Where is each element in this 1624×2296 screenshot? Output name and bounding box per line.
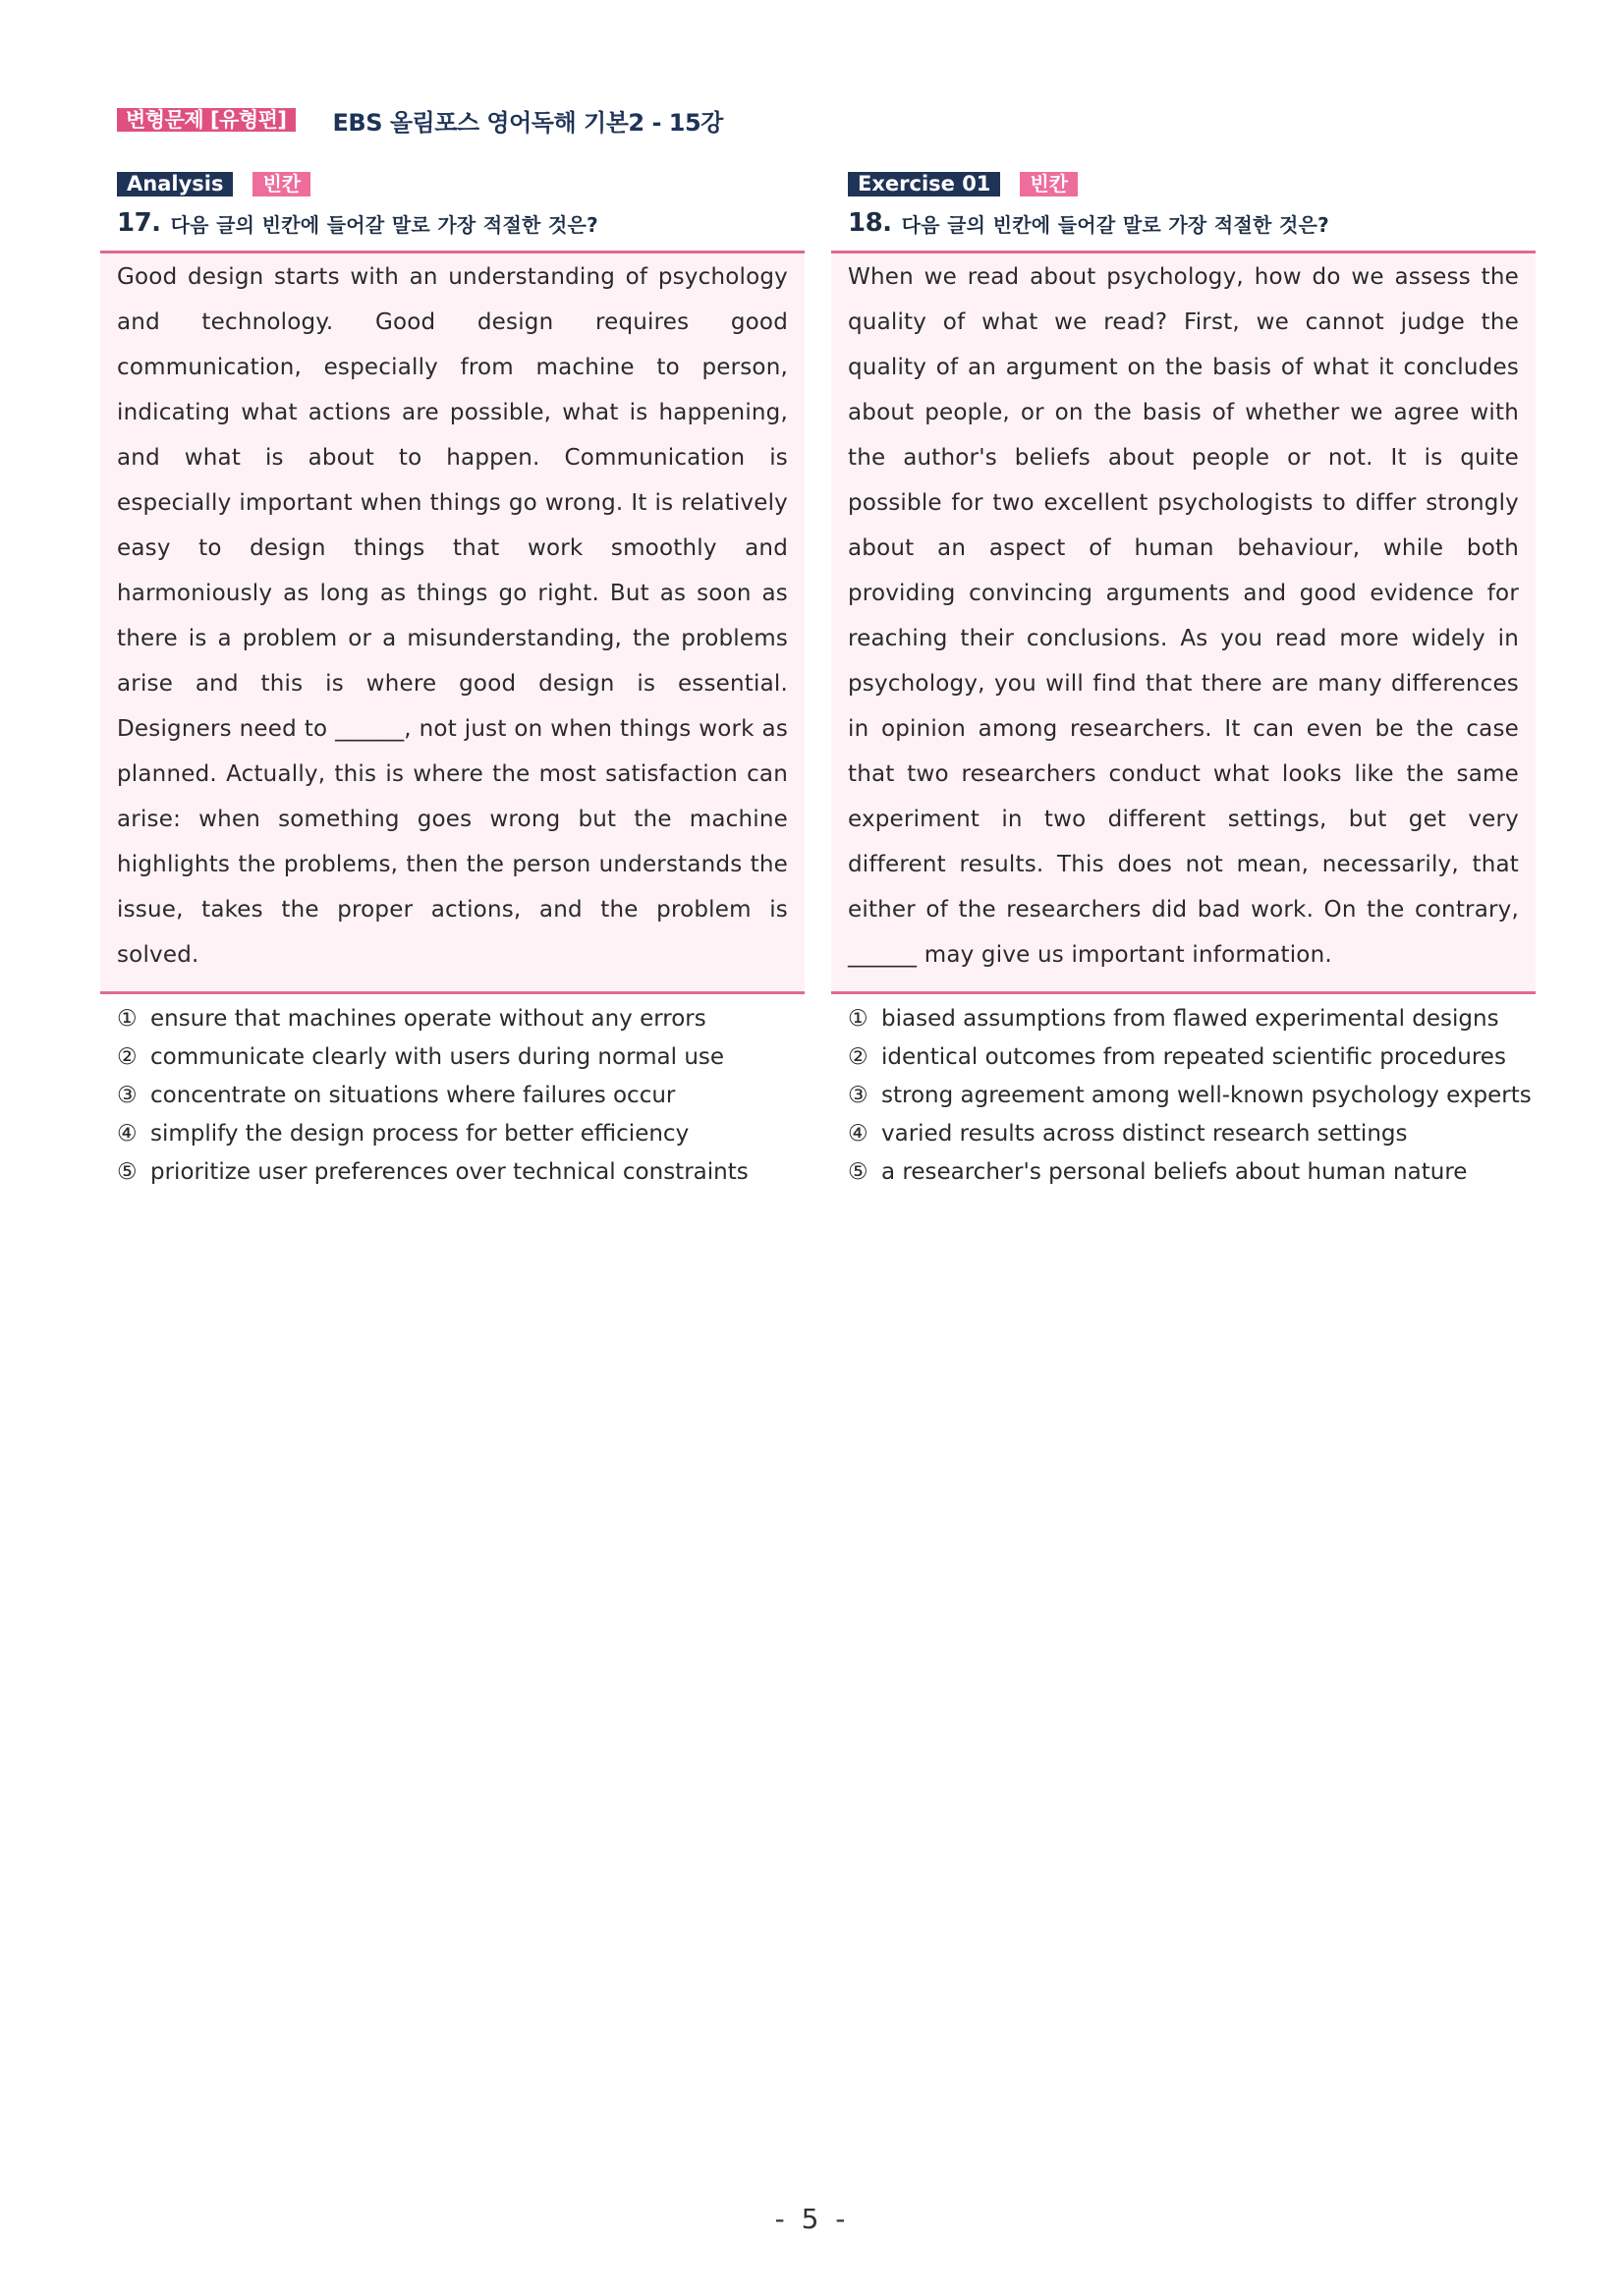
question-type-tag: 빈칸 xyxy=(1020,172,1078,196)
page-title: EBS 올림포스 영어독해 기본2 - 15강 xyxy=(332,108,723,137)
option-number: ① xyxy=(848,1006,868,1032)
question-number: 17. xyxy=(117,208,161,238)
analysis-tag: Analysis xyxy=(117,172,233,196)
question-number: 18. xyxy=(848,208,892,238)
option-number: ⑤ xyxy=(117,1159,138,1185)
question-text: 다음 글의 빈칸에 들어갈 말로 가장 적절한 것은? xyxy=(901,212,1330,237)
question-prompt xyxy=(831,206,1536,240)
option-text: strong agreement among well-known psychology experts xyxy=(881,1083,1532,1108)
option-text: a researcher's personal beliefs about human nature xyxy=(881,1159,1468,1185)
option-text: varied results across distinct research settings xyxy=(881,1121,1408,1147)
option-number: ④ xyxy=(848,1121,868,1147)
option-number: ① xyxy=(117,1006,138,1032)
answer-option[interactable] xyxy=(117,1115,805,1153)
option-number: ② xyxy=(848,1044,868,1070)
tag-row xyxy=(831,171,1536,196)
answer-option[interactable] xyxy=(117,1000,805,1038)
answer-option[interactable] xyxy=(848,1077,1536,1115)
section-badge: 변형문제 [유형편] xyxy=(117,108,296,132)
answer-option[interactable] xyxy=(848,1000,1536,1038)
page-header xyxy=(117,105,723,135)
question-type-tag: 빈칸 xyxy=(252,172,310,196)
option-number: ⑤ xyxy=(848,1159,868,1185)
passage-text: Good design starts with an understanding of psychology and technology. Good design requires good communication, especially from machine to person, indicating what actions are possible, what is happening, and what is about to happen. Communication is especially important when things go wrong. It is relatively easy to design things that work smoothly and harmoniously as long as things go right. But as soon as there is a problem or a misunderstanding, the problems arise and this is where good design is essential. Designers need to ______, not just on when things work as planned. Actually, this is where the most satisfaction can arise: when something goes wrong but the machine highlights the problems, then the person understands the issue, takes the proper actions, and the problem is solved. xyxy=(117,264,788,968)
answer-option[interactable] xyxy=(117,1153,805,1192)
answer-option[interactable] xyxy=(848,1115,1536,1153)
question-17-column xyxy=(100,171,805,1192)
answer-option[interactable] xyxy=(117,1038,805,1077)
passage-text: When we read about psychology, how do we assess the quality of what we read? First, we cannot judge the quality of an argument on the basis of what it concludes about people, or on the basis of whether we agree with the author's beliefs about people or not. It is quite possible for two excellent psychologists to differ strongly about an aspect of human behaviour, while both providing convincing arguments and good evidence for reaching their conclusions. As you read more widely in psychology, you will find that there are many differences in opinion among researchers. It can even be the case that two researchers conduct what looks like the same experiment in two different settings, but get very different results. This does not mean, necessarily, that either of the researchers did bad work. On the contrary, ______ may give us important information. xyxy=(848,264,1519,968)
option-number: ③ xyxy=(117,1083,138,1108)
option-text: simplify the design process for better efficiency xyxy=(150,1121,690,1147)
answer-options xyxy=(831,1000,1536,1192)
option-text: identical outcomes from repeated scientific procedures xyxy=(881,1044,1506,1070)
option-number: ② xyxy=(117,1044,138,1070)
page-number: - 5 - xyxy=(774,2203,850,2235)
passage-box xyxy=(831,251,1536,994)
option-text: biased assumptions from flawed experimental designs xyxy=(881,1006,1499,1032)
exercise-tag: Exercise 01 xyxy=(848,172,1000,196)
question-text: 다음 글의 빈칸에 들어갈 말로 가장 적절한 것은? xyxy=(170,212,599,237)
answer-option[interactable] xyxy=(848,1153,1536,1192)
option-number: ③ xyxy=(848,1083,868,1108)
passage-box xyxy=(100,251,805,994)
answer-options xyxy=(100,1000,805,1192)
option-text: communicate clearly with users during normal use xyxy=(150,1044,725,1070)
option-number: ④ xyxy=(117,1121,138,1147)
answer-option[interactable] xyxy=(848,1038,1536,1077)
option-text: ensure that machines operate without any errors xyxy=(150,1006,706,1032)
question-prompt xyxy=(100,206,805,240)
answer-option[interactable] xyxy=(117,1077,805,1115)
option-text: prioritize user preferences over technical constraints xyxy=(150,1159,749,1185)
question-18-column xyxy=(831,171,1536,1192)
option-text: concentrate on situations where failures occur xyxy=(150,1083,676,1108)
tag-row xyxy=(100,171,805,196)
